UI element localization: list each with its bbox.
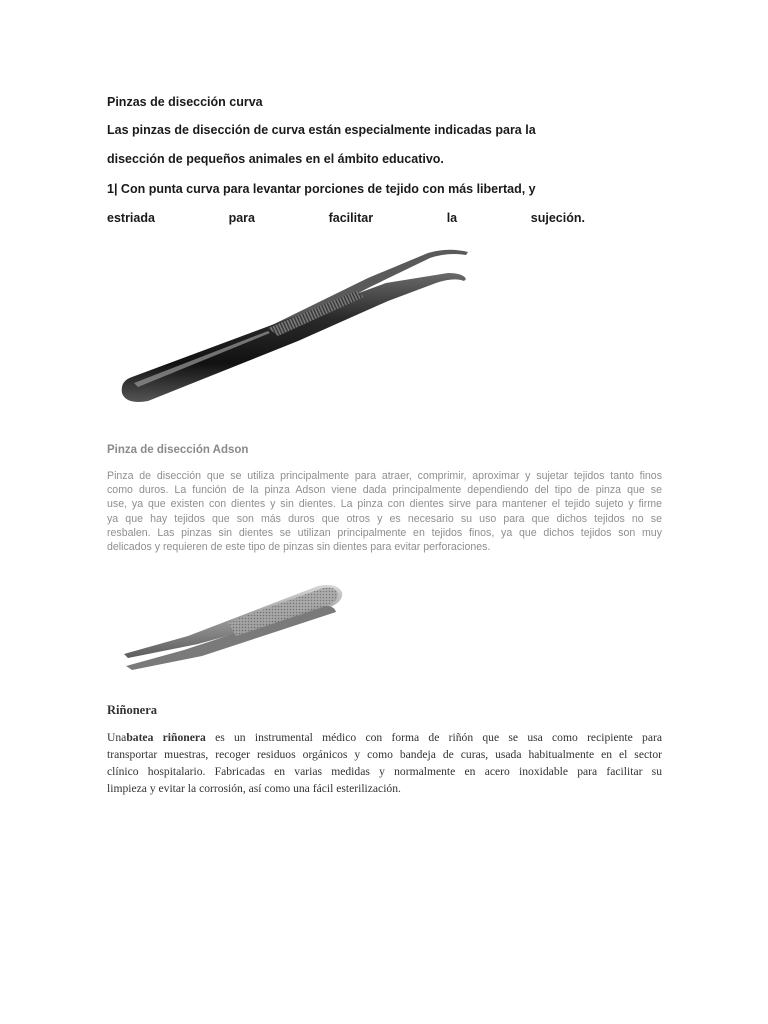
word: la bbox=[446, 211, 458, 225]
curved-forceps-image bbox=[118, 243, 473, 408]
paragraph-line: como duros. La función de la pinza Adson viene dada principalmente dependiendo del tipo de pinza que se bbox=[107, 484, 662, 497]
curva-text-line-3: 1| Con punta curva para levantar porciones de tejido con más libertad, y bbox=[107, 182, 536, 196]
word: sujeción. bbox=[530, 211, 585, 225]
paragraph-line: resbalen. Las pinzas sin dientes se utilizan principalmente en tejidos finos, ya que dichos tejidos son muy bbox=[107, 526, 662, 539]
adson-paragraph bbox=[107, 469, 662, 554]
paragraph-line: Pinza de disección que se utiliza principalmente para atraer, comprimir, aproximar y sujetar tejidos tanto finos bbox=[107, 470, 662, 482]
adson-forceps-image bbox=[118, 578, 350, 678]
section-title-curva: Pinzas de disección curva bbox=[107, 95, 263, 109]
rinonera-paragraph bbox=[107, 729, 662, 797]
curva-text-line-4 bbox=[107, 210, 585, 226]
curva-text-line-1: Las pinzas de disección de curva están especialmente indicadas para la bbox=[107, 123, 536, 137]
word: estriada bbox=[107, 211, 155, 225]
section-title-adson: Pinza de disección Adson bbox=[107, 444, 249, 456]
paragraph-line: ya que hay tejidos que son más duros que otros y es necesario su uso para que dichos tejidos no se bbox=[107, 512, 662, 525]
paragraph-line bbox=[107, 729, 662, 746]
bold-term: batea riñonera bbox=[126, 731, 206, 744]
word: facilitar bbox=[328, 211, 374, 225]
paragraph-line: limpieza y evitar la corrosión, así como una fácil esterilización. bbox=[107, 782, 401, 795]
section-title-rinonera: Riñonera bbox=[107, 703, 157, 717]
paragraph-line: use, ya que existen con dientes y sin dientes. La pinza con dientes sirve para mantener el tejido sujeto y firme bbox=[107, 498, 662, 511]
paragraph-line: delicados y requieren de este tipo de pinzas sin dientes para evitar perforaciones. bbox=[107, 541, 491, 554]
word: para bbox=[228, 211, 255, 225]
paragraph-line: transportar muestras, recoger residuos orgánicos y como bandeja de curas, usada habitualmente en el sector bbox=[107, 748, 662, 761]
text: Una bbox=[107, 731, 127, 744]
paragraph-line: clínico hospitalario. Fabricadas en varias medidas y normalmente en acero inoxidable para facilitar su bbox=[107, 765, 662, 778]
curva-text-line-2: disección de pequeños animales en el ámbito educativo. bbox=[107, 152, 444, 166]
text: es un instrumental médico con forma de riñón que se usa como recipiente para bbox=[205, 731, 662, 744]
